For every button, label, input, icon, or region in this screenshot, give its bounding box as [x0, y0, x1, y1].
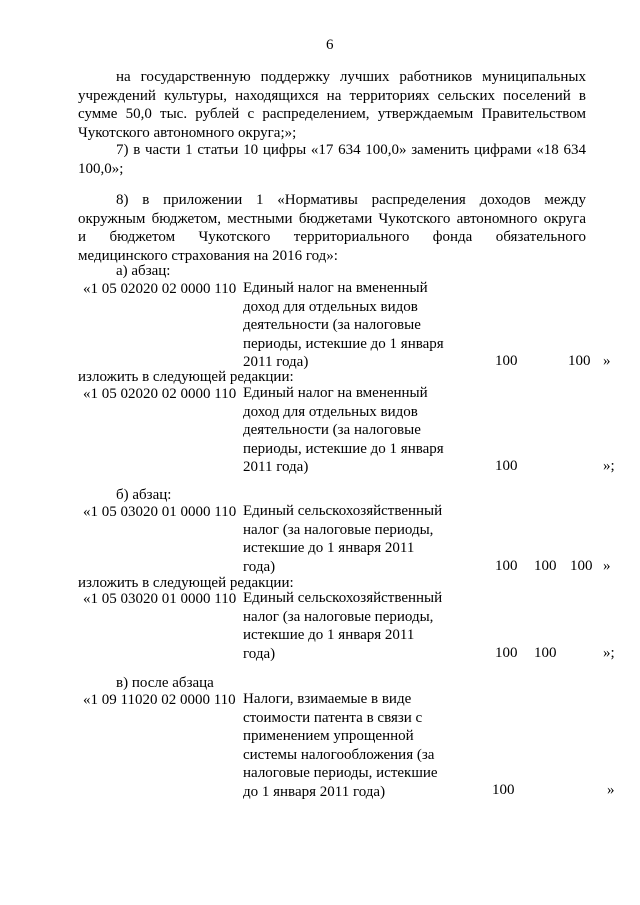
item-a-new-code: «1 05 02020 02 0000 110: [83, 386, 237, 402]
description-line: истекшие до 1 января 2011: [243, 540, 415, 556]
value-cell: 100: [534, 645, 557, 661]
description-line: Налоги, взимаемые в виде: [243, 691, 412, 707]
description-line: года): [243, 645, 276, 662]
description-line: 2011 года): [243, 354, 309, 370]
description-line: доход для отдельных видов: [243, 298, 418, 315]
item-c-code: «1 09 11020 02 0000 110: [83, 692, 236, 708]
description-line: налог (за налоговые периоды,: [243, 608, 434, 625]
description-line: Единый налог на вмененный: [243, 280, 428, 296]
description-line: налог (за налоговые периоды,: [243, 521, 434, 538]
description-line: деятельности (за налоговые: [243, 422, 421, 438]
description-line: системы налогообложения (за: [243, 746, 435, 763]
text-line: и бюджетом Чукотского территориального фонда обязательного: [78, 229, 586, 245]
item-a-old-code: «1 05 02020 02 0000 110: [83, 281, 237, 297]
closing-quote: »;: [603, 645, 615, 661]
description-line: до 1 января 2011 года): [243, 783, 386, 800]
page-number: 6: [326, 37, 334, 53]
item-b-new-description: [243, 589, 442, 663]
value-cell: 100: [570, 558, 593, 574]
value-cell: 100: [495, 458, 518, 474]
description-line: периоды, истекшие до 1 января: [243, 440, 444, 457]
item-c-label: в) после абзаца: [116, 675, 214, 691]
value-cell: 100: [534, 558, 557, 574]
value-cell: 100: [568, 353, 591, 369]
description-line: периоды, истекшие до 1 января: [243, 335, 444, 352]
text-line: 7) в части 1 статьи 10 цифры «17 634 100,0» заменить цифрами «18 634: [116, 142, 586, 158]
item-b-old-description: [243, 502, 442, 576]
value-cell: 100: [495, 645, 518, 661]
description-line: года): [243, 558, 276, 575]
replace-label: изложить в следующей редакции:: [78, 575, 294, 591]
description-line: 2011 года): [243, 459, 309, 475]
item-a-label: а) абзац:: [116, 263, 171, 279]
paragraph-item-8: [78, 191, 586, 265]
value-cell: 100: [492, 782, 515, 798]
item-c-description: [243, 690, 438, 801]
description-line: Единый сельскохозяйственный: [243, 590, 443, 606]
item-b-new-code: «1 05 03020 01 0000 110: [83, 591, 237, 607]
description-line: деятельности (за налоговые: [243, 317, 421, 333]
closing-quote: »: [603, 353, 611, 369]
replace-label: изложить в следующей редакции:: [78, 369, 294, 385]
description-line: налоговые периоды, истекшие: [243, 765, 438, 781]
text-line: учреждений культуры, находящихся на территориях сельских поселений в: [78, 87, 586, 104]
description-line: Единый сельскохозяйственный: [243, 503, 443, 519]
description-line: стоимости патента в связи с: [243, 709, 423, 726]
closing-quote: »: [603, 558, 611, 574]
item-a-old-description: [243, 279, 444, 372]
item-b-old-code: «1 05 03020 01 0000 110: [83, 504, 237, 520]
closing-quote: »: [607, 782, 615, 798]
value-cell: 100: [495, 353, 518, 369]
text-line: медицинского страхования на 2016 год»:: [78, 247, 338, 264]
text-line: 8) в приложении 1 «Нормативы распределения доходов между: [116, 192, 586, 208]
description-line: Единый налог на вмененный: [243, 385, 428, 401]
description-line: доход для отдельных видов: [243, 403, 418, 420]
description-line: применением упрощенной: [243, 728, 414, 744]
text-line: на государственную поддержку лучших работников муниципальных: [116, 69, 586, 85]
item-b-label: б) абзац:: [116, 487, 172, 503]
item-a-new-description: [243, 384, 444, 477]
paragraph-item-7: [78, 141, 586, 178]
text-line: Чукотского автономного округа;»;: [78, 124, 297, 141]
value-cell: 100: [495, 558, 518, 574]
text-line: 100,0»;: [78, 160, 124, 177]
closing-quote: »;: [603, 458, 615, 474]
text-line: окружным бюджетом, местными бюджетами Чукотского автономного округа: [78, 210, 586, 227]
paragraph-culture-support: [78, 68, 586, 142]
description-line: истекшие до 1 января 2011: [243, 627, 415, 643]
text-line: сумме 50,0 тыс. рублей с распределением, утверждаемым Правительством: [78, 106, 586, 122]
